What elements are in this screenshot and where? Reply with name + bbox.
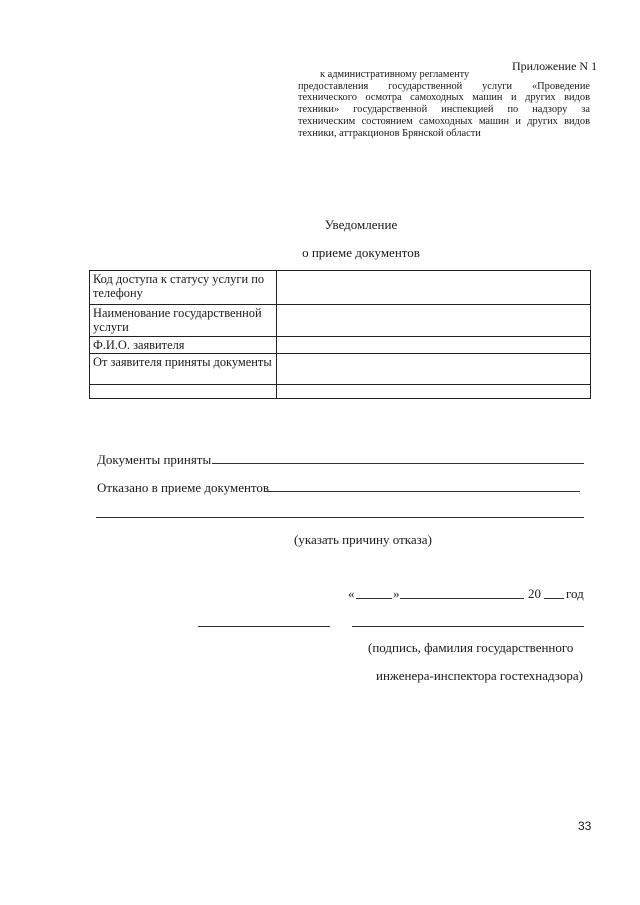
- row-value-service-name[interactable]: [277, 305, 591, 337]
- table-row: [90, 385, 591, 399]
- document-subtitle: о приеме документов: [302, 245, 420, 260]
- date-year-line[interactable]: [544, 598, 564, 599]
- table-row: [90, 305, 591, 337]
- row-label-empty: [90, 385, 277, 399]
- signature-caption-line-2: инженера-инспектора гостехнадзора): [376, 668, 583, 683]
- date-close-quote: »: [393, 586, 400, 601]
- row-value-documents-received[interactable]: [277, 354, 591, 385]
- date-century: 20: [528, 586, 541, 601]
- notice-table: [89, 270, 591, 399]
- table-row: [90, 271, 591, 305]
- subtitle-line-1: к административному регламенту: [320, 69, 470, 80]
- row-value-access-code[interactable]: [277, 271, 591, 305]
- subtitle-line-2: предоставления государственной услуги «Проведение технического осмотра самоходных машин и других видов техники» государственной инспекцией по надзору за техническим состоянием самоходных машин и других видов техники, аттракционов Брянской области: [298, 80, 590, 139]
- row-value-empty[interactable]: [277, 385, 591, 399]
- refusal-reason-caption: (указать причину отказа): [294, 532, 432, 547]
- inspector-name-line[interactable]: [352, 626, 584, 627]
- page-number: 33: [578, 819, 592, 833]
- signature-caption-line-1: (подпись, фамилия государственного: [368, 640, 574, 655]
- refusal-reason-line[interactable]: [96, 517, 584, 518]
- document-title: Уведомление: [324, 217, 398, 232]
- row-label-applicant-name: Ф.И.О. заявителя: [90, 337, 277, 354]
- documents-refused-label: Отказано в приеме документов: [97, 480, 270, 495]
- row-label-access-code: Код доступа к статусу услуги по телефону: [90, 271, 277, 305]
- documents-refused-line[interactable]: [264, 491, 580, 492]
- documents-accepted-line[interactable]: [212, 463, 584, 464]
- table-row: [90, 337, 591, 354]
- regulation-subtitle: [298, 69, 590, 139]
- date-year-word: год: [566, 586, 584, 601]
- date-month-line[interactable]: [400, 598, 524, 599]
- signature-line[interactable]: [198, 626, 330, 627]
- table-row: [90, 354, 591, 385]
- documents-accepted-label: Документы приняты: [97, 452, 212, 467]
- row-label-documents-received: От заявителя приняты документы: [90, 354, 277, 385]
- date-day-line[interactable]: [356, 598, 392, 599]
- row-value-applicant-name[interactable]: [277, 337, 591, 354]
- appendix-label: Приложение N 1: [512, 59, 598, 73]
- row-label-service-name: Наименование государственной услуги: [90, 305, 277, 337]
- date-open-quote: «: [348, 586, 355, 601]
